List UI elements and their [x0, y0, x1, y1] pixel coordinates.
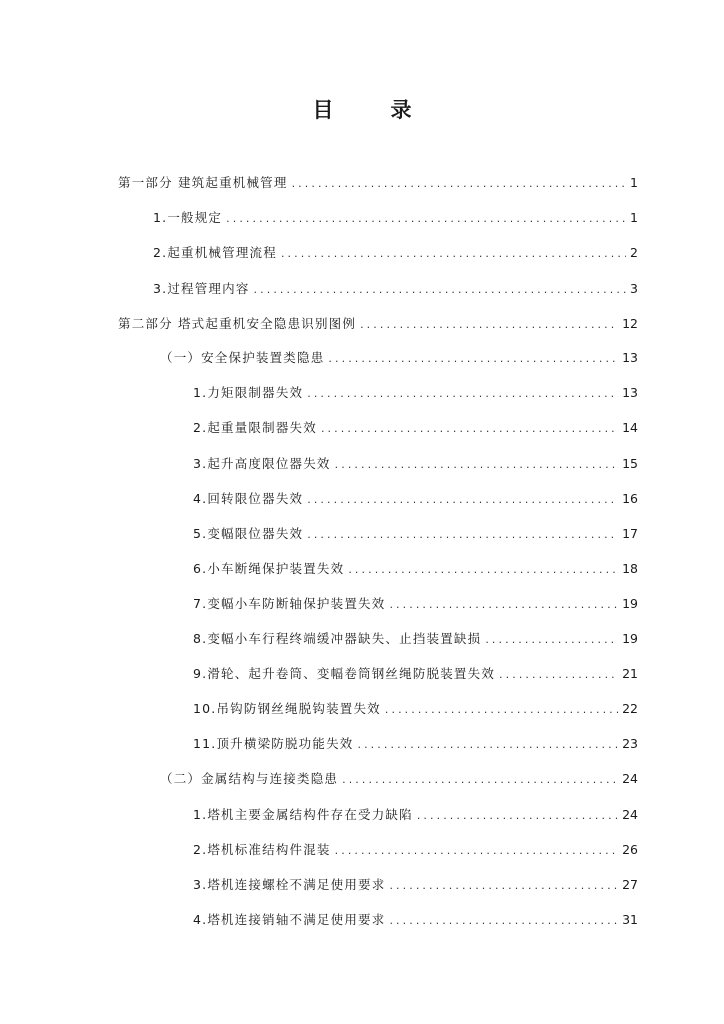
toc-page-number: 17 [622, 526, 638, 541]
toc-entry-item[interactable] [193, 699, 638, 719]
toc-entry-item[interactable] [193, 418, 638, 438]
dot-leader [335, 841, 618, 861]
dot-leader [389, 595, 618, 615]
toc-entry-management-process[interactable] [153, 243, 638, 263]
dot-leader [389, 911, 618, 931]
toc-page-number: 21 [622, 666, 638, 681]
toc-entry-item[interactable] [193, 875, 638, 895]
toc-entry-item[interactable] [193, 489, 638, 509]
toc-page-number: 19 [622, 596, 638, 611]
toc-entry-label: （二）金属结构与连接类隐患 [160, 771, 339, 786]
toc-entry-label: 1.一般规定 [153, 210, 223, 225]
toc-entry-label: 3.过程管理内容 [153, 281, 250, 296]
dot-leader [348, 560, 618, 580]
dot-leader [360, 315, 618, 335]
toc-entry-item[interactable] [193, 524, 638, 544]
toc-entry-label: 2.起重量限制器失效 [193, 420, 317, 435]
toc-entry-label: 第二部分 塔式起重机安全隐患识别图例 [118, 316, 357, 331]
toc-entry-label: 10.吊钩防钢丝绳脱钩装置失效 [193, 701, 381, 716]
toc-page-number: 22 [622, 701, 638, 716]
toc-page-number: 16 [622, 491, 638, 506]
toc-entry-label: 7.变幅小车防断轴保护装置失效 [193, 596, 386, 611]
toc-page-number: 1 [630, 175, 638, 190]
toc-page-number: 12 [622, 316, 638, 331]
toc-page-number: 24 [622, 807, 638, 822]
dot-leader [335, 455, 618, 475]
toc-entry-label: 3.塔机连接螺栓不满足使用要求 [193, 877, 386, 892]
toc-page-number: 23 [622, 736, 638, 751]
toc-entry-label: 9.滑轮、起升卷筒、变幅卷筒钢丝绳防脱装置失效 [193, 666, 496, 681]
toc-entry-item[interactable] [193, 734, 638, 754]
toc-entry-process-content[interactable] [153, 279, 638, 299]
dot-leader [226, 209, 626, 229]
dot-leader [499, 665, 618, 685]
toc-entry-label: 3.起升高度限位器失效 [193, 456, 331, 471]
dot-leader [385, 700, 618, 720]
dot-leader [281, 244, 626, 264]
toc-page-number: 31 [622, 912, 638, 927]
toc-entry-part-2[interactable] [118, 314, 638, 334]
toc-page-number: 27 [622, 877, 638, 892]
dot-leader [389, 876, 618, 896]
dot-leader [307, 490, 618, 510]
toc-page-number: 13 [622, 350, 638, 365]
dot-leader [292, 174, 626, 194]
toc-page-number: 2 [630, 245, 638, 260]
toc-entry-item[interactable] [193, 664, 638, 684]
toc-entry-item[interactable] [193, 910, 638, 930]
toc-entry-label: 2.起重机械管理流程 [153, 245, 277, 260]
dot-leader [307, 384, 618, 404]
toc-entry-label: 1.力矩限制器失效 [193, 385, 304, 400]
toc-entry-label: 1.塔机主要金属结构件存在受力缺陷 [193, 807, 413, 822]
toc-page-number: 1 [630, 210, 638, 225]
toc-entry-label: 6.小车断绳保护装置失效 [193, 561, 345, 576]
dot-leader [417, 806, 618, 826]
toc-entry-label: （一）安全保护装置类隐患 [160, 350, 325, 365]
toc-entry-section-1[interactable] [160, 348, 638, 368]
toc-page-number: 18 [622, 561, 638, 576]
toc-page-number: 14 [622, 420, 638, 435]
toc-entry-part-1[interactable] [118, 173, 638, 193]
toc-entry-label: 11.顶升横梁防脱功能失效 [193, 736, 354, 751]
toc-entry-label: 4.塔机连接销轴不满足使用要求 [193, 912, 386, 927]
dot-leader [328, 349, 618, 369]
toc-entry-section-2[interactable] [160, 769, 638, 789]
toc-entry-item[interactable] [193, 805, 638, 825]
toc-page-number: 19 [622, 631, 638, 646]
toc-entry-item[interactable] [193, 454, 638, 474]
toc-page-number: 3 [630, 281, 638, 296]
dot-leader [321, 419, 618, 439]
toc-entry-item[interactable] [193, 559, 638, 579]
toc-entry-label: 5.变幅限位器失效 [193, 526, 304, 541]
toc-entry-general-rules[interactable] [153, 208, 638, 228]
toc-page-number: 13 [622, 385, 638, 400]
toc-entry-label: 第一部分 建筑起重机械管理 [118, 175, 288, 190]
dot-leader [485, 630, 618, 650]
toc-entry-item[interactable] [193, 629, 638, 649]
toc-page-number: 24 [622, 771, 638, 786]
toc-page-number: 15 [622, 456, 638, 471]
toc-entry-label: 2.塔机标准结构件混装 [193, 842, 331, 857]
toc-entry-item[interactable] [193, 840, 638, 860]
page-title: 目 录 [312, 98, 430, 122]
dot-leader [357, 735, 618, 755]
toc-entry-label: 4.回转限位器失效 [193, 491, 304, 506]
toc-entry-label: 8.变幅小车行程终端缓冲器缺失、止挡装置缺损 [193, 631, 482, 646]
toc-page-number: 26 [622, 842, 638, 857]
toc-entry-item[interactable] [193, 383, 638, 403]
dot-leader [342, 770, 618, 790]
dot-leader [307, 525, 618, 545]
toc-entry-item[interactable] [193, 594, 638, 614]
dot-leader [254, 280, 627, 300]
